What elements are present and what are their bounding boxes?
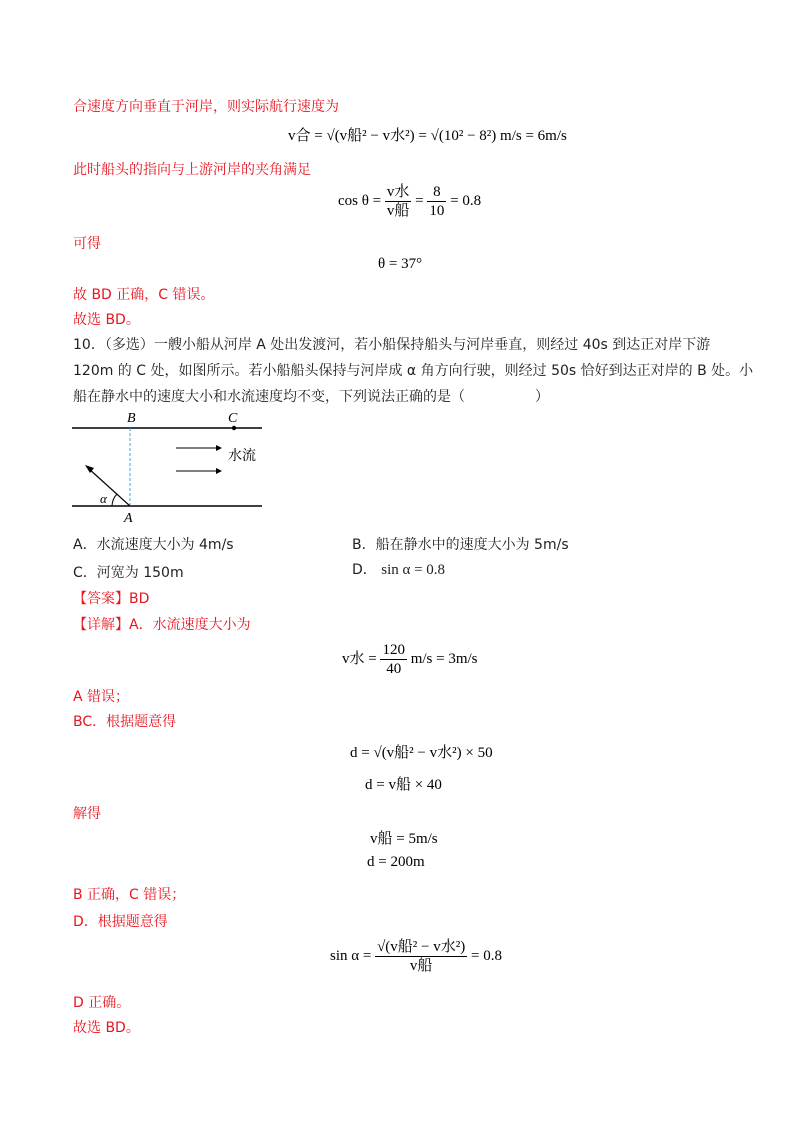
equation-water-lhs: v水 = (342, 650, 377, 667)
question-text-1: 10．（多选）一艘小船从河岸 A 处出发渡河，若小船保持船头与河岸垂直，则经过 40s 到达正对岸下游 (73, 337, 711, 353)
option-d-eq: sin α = 0.8 (381, 562, 446, 578)
d-intro: D．根据题意得 (73, 914, 168, 930)
equation-cos-rhs: = 0.8 (450, 192, 482, 209)
solution-line-3: 可得 (73, 236, 101, 252)
question-text-3: 船在静水中的速度大小和水流速度均不变，下列说法正确的是（ ） (73, 389, 549, 405)
equation-sin-lhs: sin α = (330, 947, 372, 964)
fraction-1 (385, 183, 412, 220)
flow-arrowhead-2 (216, 468, 222, 474)
river-diagram (70, 408, 270, 526)
equation-cos (338, 183, 481, 220)
alpha-arc (112, 494, 117, 506)
answer-label: 【答案】BD (73, 591, 150, 607)
flow-arrowhead-1 (216, 445, 222, 451)
fraction-sin-num: √(v船² − v水²) (377, 939, 466, 955)
solution-line-2: 此时船头的指向与上游河岸的夹角满足 (73, 162, 311, 178)
fraction-water-den: 40 (386, 661, 402, 677)
d-result: D 正确。 (73, 995, 131, 1011)
fraction-1-den: v船 (386, 203, 410, 219)
equation-theta: θ = 37° (378, 256, 423, 272)
option-d-prefix: D． (352, 562, 377, 578)
question-text-2: 120m 的 C 处，如图所示。若小船船头保持与河岸成 α 角方向行驶，则经过 50s 恰好到达正对岸的 B 处。小 (73, 363, 754, 379)
label-alpha: α (100, 491, 107, 506)
equals-sign: = (415, 192, 424, 209)
label-b: B (127, 411, 136, 426)
velocity-arrow (88, 468, 130, 506)
label-c: C (228, 411, 238, 426)
fraction-2-num: 8 (427, 183, 446, 202)
equation-bc-1: d = √(v船² − v水²) × 50 (350, 745, 493, 761)
option-a: A．水流速度大小为 4m/s (73, 537, 234, 553)
final-answer: 故选 BD。 (73, 1020, 140, 1036)
label-flow: 水流 (228, 448, 256, 464)
fraction-2-den: 10 (429, 203, 445, 219)
solution-line-4: 故 BD 正确，C 错误。 (73, 287, 215, 303)
equation-d: d = 200m (367, 854, 425, 870)
label-a: A (124, 511, 133, 526)
solution-line-5: 故选 BD。 (73, 312, 140, 328)
equation-sin-rhs: = 0.8 (471, 947, 502, 964)
equation-sin (330, 938, 502, 975)
bc-intro: BC．根据题意得 (73, 714, 177, 730)
equation-bc-2: d = v船 × 40 (365, 777, 442, 793)
bc-result: B 正确，C 错误； (73, 887, 186, 903)
detail-intro: 【详解】A．水流速度大小为 (73, 617, 251, 633)
equation-cos-lhs: cos θ = (338, 192, 382, 209)
a-wrong: A 错误； (73, 689, 130, 705)
equation-water-rhs: m/s = 3m/s (410, 650, 478, 667)
solve-label: 解得 (73, 806, 101, 822)
solution-line-1: 合速度方向垂直于河岸，则实际航行速度为 (73, 99, 339, 115)
equation-velocity: v合 = √(v船² − v水²) = √(10² − 8²) m/s = 6m/s (288, 128, 567, 144)
option-c: C．河宽为 150m (73, 565, 184, 581)
fraction-water-num: 120 (382, 642, 405, 658)
fraction-1-num: v水 (386, 184, 410, 200)
fraction-sin (375, 938, 467, 975)
option-d (352, 559, 445, 579)
equation-water-speed (342, 641, 478, 678)
fraction-sin-den: v船 (409, 958, 433, 974)
point-c (232, 426, 236, 430)
option-b: B．船在静水中的速度大小为 5m/s (352, 537, 569, 553)
fraction-2 (427, 183, 446, 220)
equation-v-boat: v船 = 5m/s (370, 831, 438, 847)
fraction-water (380, 641, 407, 678)
